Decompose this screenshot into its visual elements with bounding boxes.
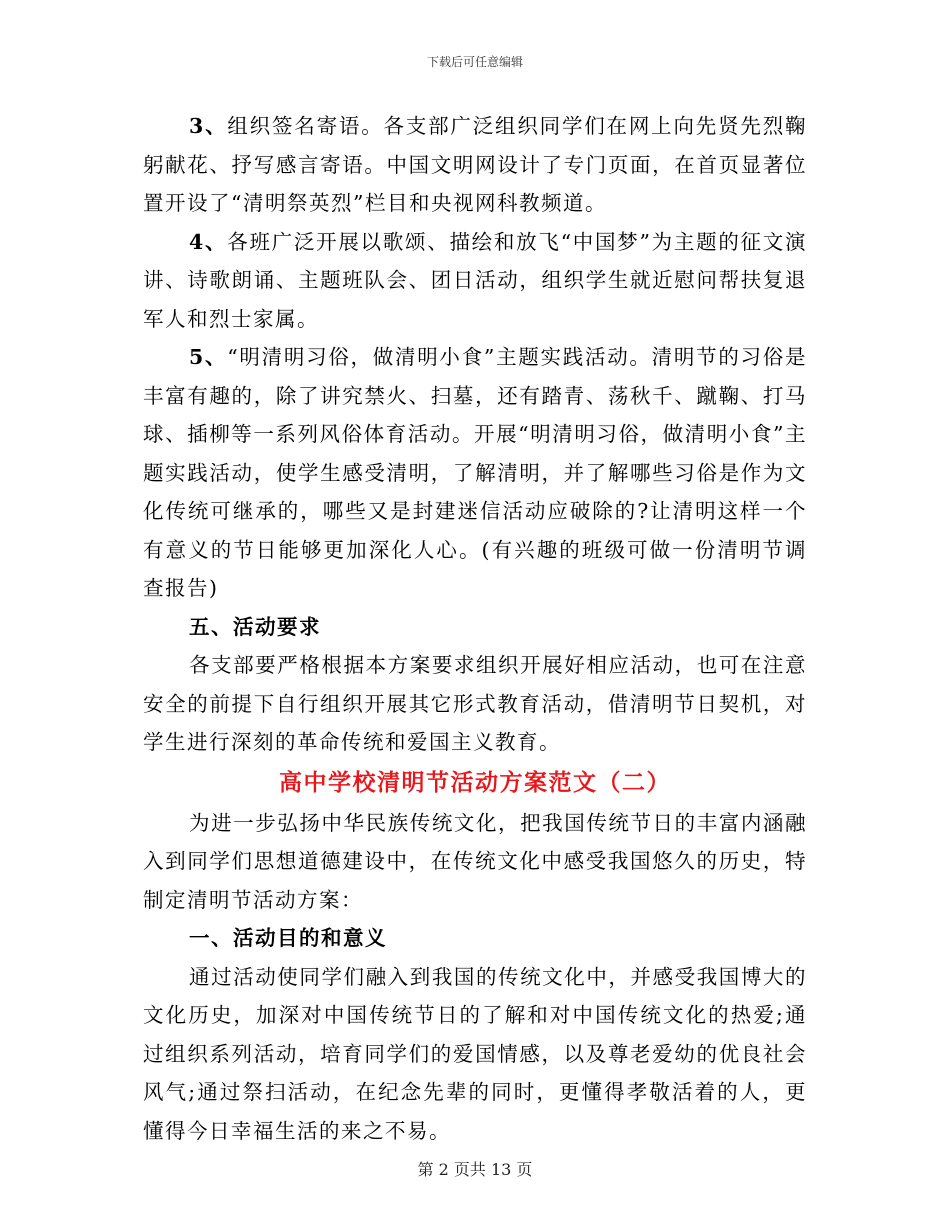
item-text: 组织签名寄语。各支部广泛组织同学们在网上向先贤先烈鞠躬献花、抒写感言寄语。中国文明网设计了专门页面，在首页显著位置开设了“清明祭英烈”栏目和央视网科教频道。 <box>143 114 807 215</box>
item-number: 3、 <box>189 114 228 138</box>
item-text: “明清明习俗，做清明小食”主题实践活动。清明节的习俗是丰富有趣的，除了讲究禁火、扫墓，还有踏青、荡秋千、蹴鞠、打马球、插柳等一系列风俗体育活动。开展“明清明习俗，做清明小食”主题实践活动，使学生感受清明，了解清明，并了解哪些习俗是作为文化传统可继承的，哪些又是封建迷信活动应破除的?让清明这样一个有意义的节日能够更加深化人心。(有兴趣的班级可做一份清明节调查报告) <box>143 345 807 600</box>
document-title: 高中学校清明节活动方案范文（二） <box>279 768 671 796</box>
section-paragraph-requirements: 各支部要严格根据本方案要求组织开展好相应活动，也可在注意安全的前提下自行组织开展其它形式教育活动，借清明节日契机，对学生进行深刻的革命传统和爱国主义教育。 <box>143 653 807 754</box>
list-item-5 <box>143 338 807 608</box>
document-body <box>143 107 807 1150</box>
page-header: 下载后可任意编辑 <box>426 55 523 69</box>
section-heading-requirements: 五、活动要求 <box>189 614 321 639</box>
list-item-3 <box>143 107 807 223</box>
page-footer: 第 2 页共 13 页 <box>417 1160 533 1179</box>
section-paragraph-purpose: 通过活动使同学们融入到我国的传统文化中，并感受我国博大的文化历史，加深对中国传统节日的了解和对中国传统文化的热爱;通过组织系列活动，培育同学们的爱国情感，以及尊老爱幼的优良社会风气;通过祭扫活动，在纪念先辈的同时，更懂得孝敬活着的人，更懂得今日幸福生活的来之不易。 <box>143 964 807 1143</box>
list-item-4 <box>143 223 807 339</box>
item-number: 4、 <box>189 229 228 254</box>
item-text: 各班广泛开展以歌颂、描绘和放飞“中国梦”为主题的征文演讲、诗歌朗诵、主题班队会、团日活动，组织学生就近慰问帮扶复退军人和烈士家属。 <box>143 229 807 331</box>
intro-paragraph: 为进一步弘扬中华民族传统文化，把我国传统节日的丰富内涵融入到同学们思想道德建设中，在传统文化中感受我国悠久的历史，特制定清明节活动方案： <box>143 810 807 912</box>
item-number: 5、 <box>189 345 228 369</box>
section-heading-purpose: 一、活动目的和意义 <box>189 926 387 950</box>
